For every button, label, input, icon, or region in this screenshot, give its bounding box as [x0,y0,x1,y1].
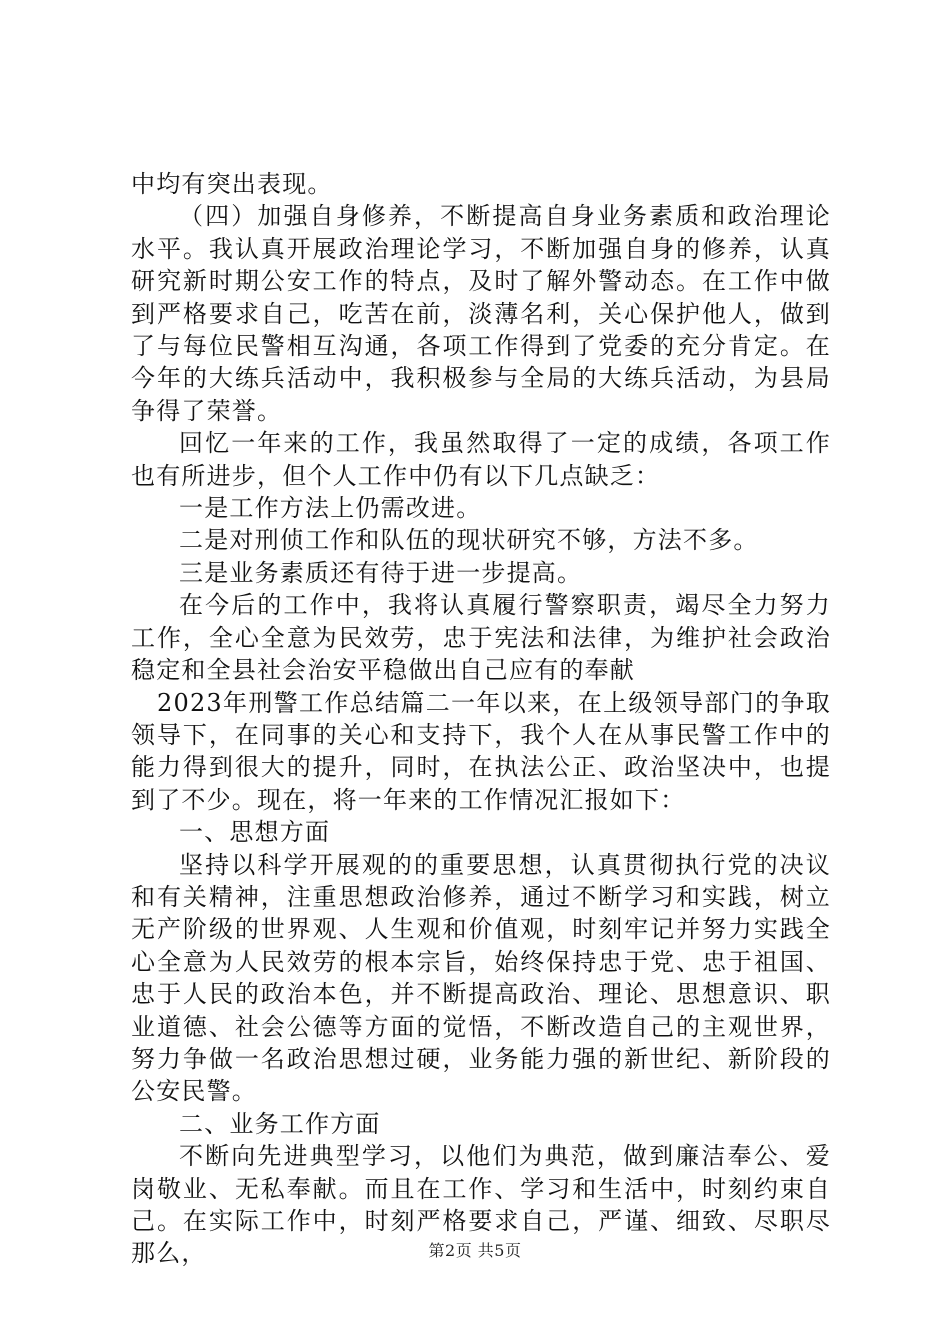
section-heading-ideology: 一、思想方面 [179,818,331,847]
paragraph-shortcoming-1: 一是工作方法上仍需改进。 [179,494,482,523]
document-body [131,168,831,1270]
paragraph-review: 回忆一年来的工作，我虽然取得了一定的成绩，各项工作也有所进步，但个人工作中仍有以下几点缺乏： [131,429,831,490]
paragraph-self-improvement: （四）加强自身修养，不断提高自身业务素质和政治理论水平。我认真开展政治理论学习，不断加强自身的修养，认真研究新时期公安工作的特点，及时了解外警动态。在工作中做到严格要求自己，吃苦在前，淡薄名利，关心保护他人，做到了与每位民警相互沟通，各项工作得到了党委的充分肯定。在今年的大练兵活动中，我积极参与全局的大练兵活动，为县局争得了荣誉。 [131,202,831,425]
paragraph-part-two-intro: 2023年刑警工作总结篇二一年以来，在上级领导部门的争取领导下，在同事的关心和支持下，我个人在从事民警工作中的能力得到很大的提升，同时，在执法公正、政治坚决中，也提到了不少。现在，将一年来的工作情况汇报如下： [131,688,831,814]
paragraph-ideology: 坚持以科学开展观的的重要思想，认真贯彻执行党的决议和有关精神，注重思想政治修养，通过不断学习和实践，树立无产阶级的世界观、人生观和价值观，时刻牢记并努力实践全心全意为人民效劳的根本宗旨，始终保持忠于党、忠于祖国、忠于人民的政治本色，并不断提高政治、理论、思想意识、职业道德、社会公德等方面的觉悟，不断改造自己的主观世界，努力争做一名政治思想过硬，业务能力强的新世纪、新阶段的公安民警。 [131,850,831,1106]
paragraph-shortcoming-2: 二是对刑侦工作和队伍的现状研究不够，方法不多。 [179,526,759,555]
paragraph-business: 不断向先进典型学习，以他们为典范，做到廉洁奉公、爱岗敬业、无私奉献。而且在工作、学习和生活中，时刻约束自己。在实际工作中，时刻严格要求自己，严谨、细致、尽职尽那么， [131,1142,831,1268]
paragraph-future-work: 在今后的工作中，我将认真履行警察职责，竭尽全力努力工作，全心全意为民效劳，忠于宪法和法律，为维护社会政治稳定和全县社会治安平稳做出自己应有的奉献 [131,591,831,685]
paragraph-continuation: 中均有突出表现。 [131,170,333,198]
section-heading-business: 二、业务工作方面 [179,1109,381,1138]
page-number-footer: 第2页 共5页 [428,1241,522,1260]
paragraph-shortcoming-3: 三是业务素质还有待于进一步提高。 [179,558,583,587]
